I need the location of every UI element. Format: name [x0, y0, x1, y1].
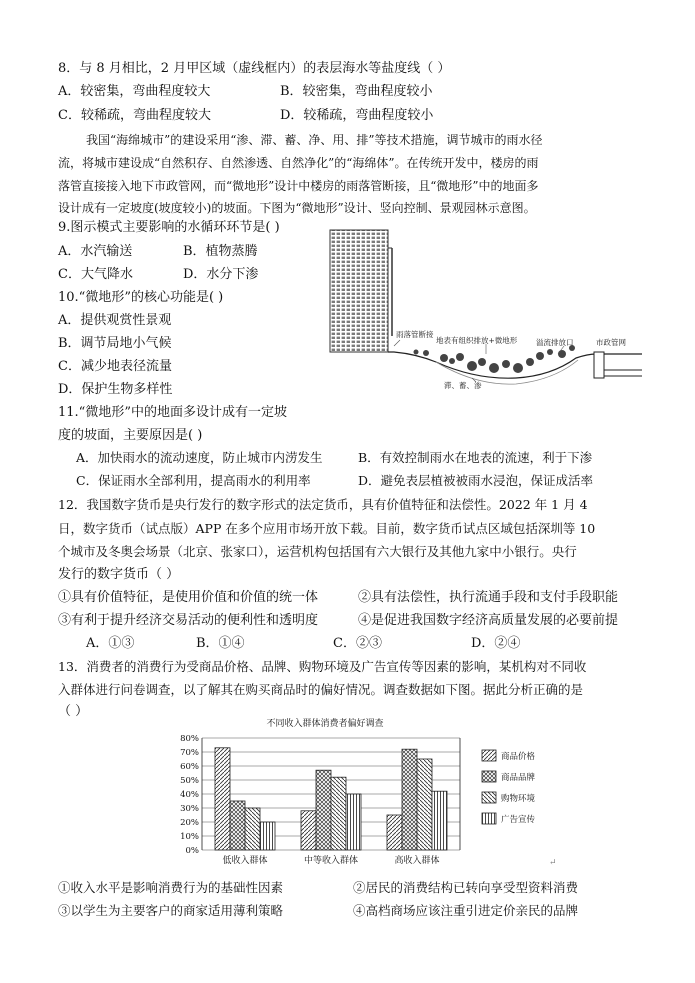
legend-swatch — [482, 792, 496, 803]
bar-商品价格-低收入群体 — [215, 748, 230, 850]
label-downpipe-disconnect: 雨落管断接 — [396, 330, 434, 339]
q10-stem: 10.“微地形”的核心功能是( ) — [58, 290, 224, 305]
q11-option-d: D．避免表层植被被雨水浸泡，保证成活率 — [358, 473, 594, 488]
q12-option-b: B．①④ — [196, 636, 245, 651]
passage-line-2: 流，将城市建设成“自然积存、自然渗透、自然净化”的“海绵体”。在传统开发中，楼房的雨 — [58, 156, 539, 170]
q8-option-a: A．较密集，弯曲程度较大 — [58, 84, 211, 99]
q11-stem-line-1: 11.“微地形”中的地面多设计成有一定坡 — [58, 405, 287, 420]
chart-title: 不同收入群体消费者偏好调查 — [266, 719, 384, 729]
q13-statement-1: ①收入水平是影响消费行为的基础性因素 — [58, 880, 284, 895]
q10-option-d: D．保护生物多样性 — [58, 382, 173, 397]
bar-商品价格-中等收入群体 — [301, 811, 316, 850]
q9-option-c: C．大气降水 — [58, 267, 133, 282]
y-tick-label: 30% — [180, 804, 199, 814]
q11-option-c: C．保证雨水全部利用，提高雨水的利用率 — [76, 473, 311, 488]
building — [330, 230, 388, 352]
q8-option-b: B．较密集，弯曲程度较小 — [280, 84, 433, 99]
q13-statement-3: ③以学生为主要客户的商家适用薄利策略 — [58, 903, 284, 918]
q9-option-b: B．植物蒸腾 — [183, 244, 258, 259]
q12-stem-line-2: 日，数字货币（试点版）APP 在多个应用市场开放下载。目前，数字货币试点区域包括深圳等 10 — [58, 521, 596, 536]
q12-stem-line-1: 12．我国数字货币是央行发行的数字形式的法定货币，具有价值特征和法偿性。2022 年 1 月 4 — [58, 497, 588, 512]
q8-stem: 8．与 8 月相比，2 月甲区域（虚线框内）的表层海水等盐度线（ ） — [58, 61, 451, 76]
label-retain-store-infiltrate: 滞、蓄、渗 — [444, 381, 482, 390]
x-category-label: 中等收入群体 — [303, 856, 359, 866]
label-municipal-network: 市政管网 — [596, 338, 626, 347]
bar-购物环境-中等收入群体 — [331, 777, 346, 850]
legend-label: 广告宣传 — [501, 815, 536, 825]
q12-stem-line-3: 个城市及冬奥会场景（北京、张家口），运营机构包括国有六大银行及其他九家中小银行。央行 — [58, 544, 577, 559]
bar-广告宣传-高收入群体 — [432, 791, 447, 850]
q12-statement-2: ②具有法偿性，执行流通手段和支付手段职能 — [358, 590, 619, 605]
q13-statement-4: ④高档商场应该注重引进定价亲民的品牌 — [353, 903, 579, 918]
bar-商品品牌-中等收入群体 — [316, 770, 331, 850]
micro-terrain-figure — [326, 228, 646, 400]
q13-stem-line-2: 入群体进行问卷调查，以了解其在购买商品时的偏好情况。调查数据如下图。据此分析正确的是 — [58, 682, 584, 697]
q12-stem-line-4: 发行的数字货币（ ） — [58, 567, 180, 582]
legend-label: 商品品牌 — [501, 773, 536, 783]
q11-option-a: A．加快雨水的流动速度，防止城市内涝发生 — [76, 450, 323, 465]
x-category-label: 低收入群体 — [222, 856, 268, 866]
x-category-label: 高收入群体 — [394, 856, 440, 866]
y-tick-label: 40% — [180, 790, 199, 800]
label-overflow-outlet: 溢流排放口 — [536, 338, 574, 347]
bar-购物环境-高收入群体 — [417, 759, 432, 850]
q13-stem-line-1: 13．消费者的消费行为受商品价格、品牌、购物环境及广告宣传等因素的影响，某机构对不同收 — [58, 659, 587, 674]
passage-line-4: 设计成有一定坡度(坡度较小)的坡面。下图为“微地形”设计、竖向控制、景观园林示意图。 — [58, 201, 536, 215]
bar-商品价格-高收入群体 — [387, 815, 402, 850]
q8-option-c: C．较稀疏，弯曲程度较大 — [58, 108, 211, 123]
q10-option-c: C．减少地表径流量 — [58, 359, 172, 374]
q13-stem-line-3: （ ） — [58, 704, 89, 719]
bar-商品品牌-低收入群体 — [230, 801, 245, 850]
passage-line-1: 我国“海绵城市”的建设采用“渗、滞、蓄、净、用、排”等技术措施，调节城市的雨水径 — [86, 133, 543, 147]
q9-option-d: D．水分下渗 — [183, 267, 259, 282]
q12-option-d: D．②④ — [471, 636, 521, 651]
return-mark: ↵ — [549, 858, 557, 868]
plants — [414, 345, 576, 373]
q13-statement-2: ②居民的消费结构已转向享受型资料消费 — [353, 880, 579, 895]
q11-option-b: B．有效控制雨水在地表的流速，利于下渗 — [358, 450, 593, 465]
legend-swatch — [482, 771, 496, 782]
bar-广告宣传-低收入群体 — [260, 822, 275, 850]
legend-swatch — [482, 813, 496, 824]
q12-statement-1: ①具有价值特征，是使用价值和价值的统一体 — [58, 590, 319, 605]
q12-statement-4: ④是促进我国数字经济高质量发展的必要前提 — [358, 613, 619, 628]
passage-line-3: 落管直接接入地下市政管网，而“微地形”设计中楼房的雨落管断接，且“微地形”中的地面多 — [58, 179, 539, 193]
q12-option-c: C．②③ — [333, 636, 382, 651]
q11-stem-line-2: 度的坡面，主要原因是( ) — [58, 428, 203, 443]
y-tick-label: 50% — [180, 776, 199, 786]
overflow-pipe — [594, 352, 642, 378]
y-tick-label: 80% — [180, 734, 199, 744]
q8-option-d: D．较稀疏，弯曲程度较小 — [280, 108, 434, 123]
y-tick-label: 20% — [180, 818, 199, 828]
y-tick-label: 10% — [180, 832, 199, 842]
bar-商品品牌-高收入群体 — [402, 749, 417, 850]
bar-广告宣传-中等收入群体 — [346, 794, 361, 850]
legend-label: 购物环境 — [501, 794, 536, 804]
q9-option-a: A．水汽输送 — [58, 244, 133, 259]
y-tick-label: 70% — [180, 748, 199, 758]
bar-购物环境-低收入群体 — [245, 808, 260, 850]
y-tick-label: 0% — [185, 846, 199, 856]
q12-statement-3: ③有利于提升经济交易活动的便利性和透明度 — [58, 613, 319, 628]
q10-option-b: B．调节局地小气候 — [58, 336, 172, 351]
y-tick-label: 60% — [180, 762, 199, 772]
legend-swatch — [482, 750, 496, 761]
q9-stem: 9.图示模式主要影响的水循环环节是( ) — [58, 220, 280, 235]
q12-option-a: A．①③ — [86, 636, 135, 651]
label-surface-drainage: 地表有组织排放+微地形 — [436, 336, 518, 345]
consumer-preference-chart — [160, 712, 560, 870]
legend-label: 商品价格 — [501, 752, 536, 762]
q10-option-a: A．提供观赏性景观 — [58, 313, 172, 328]
